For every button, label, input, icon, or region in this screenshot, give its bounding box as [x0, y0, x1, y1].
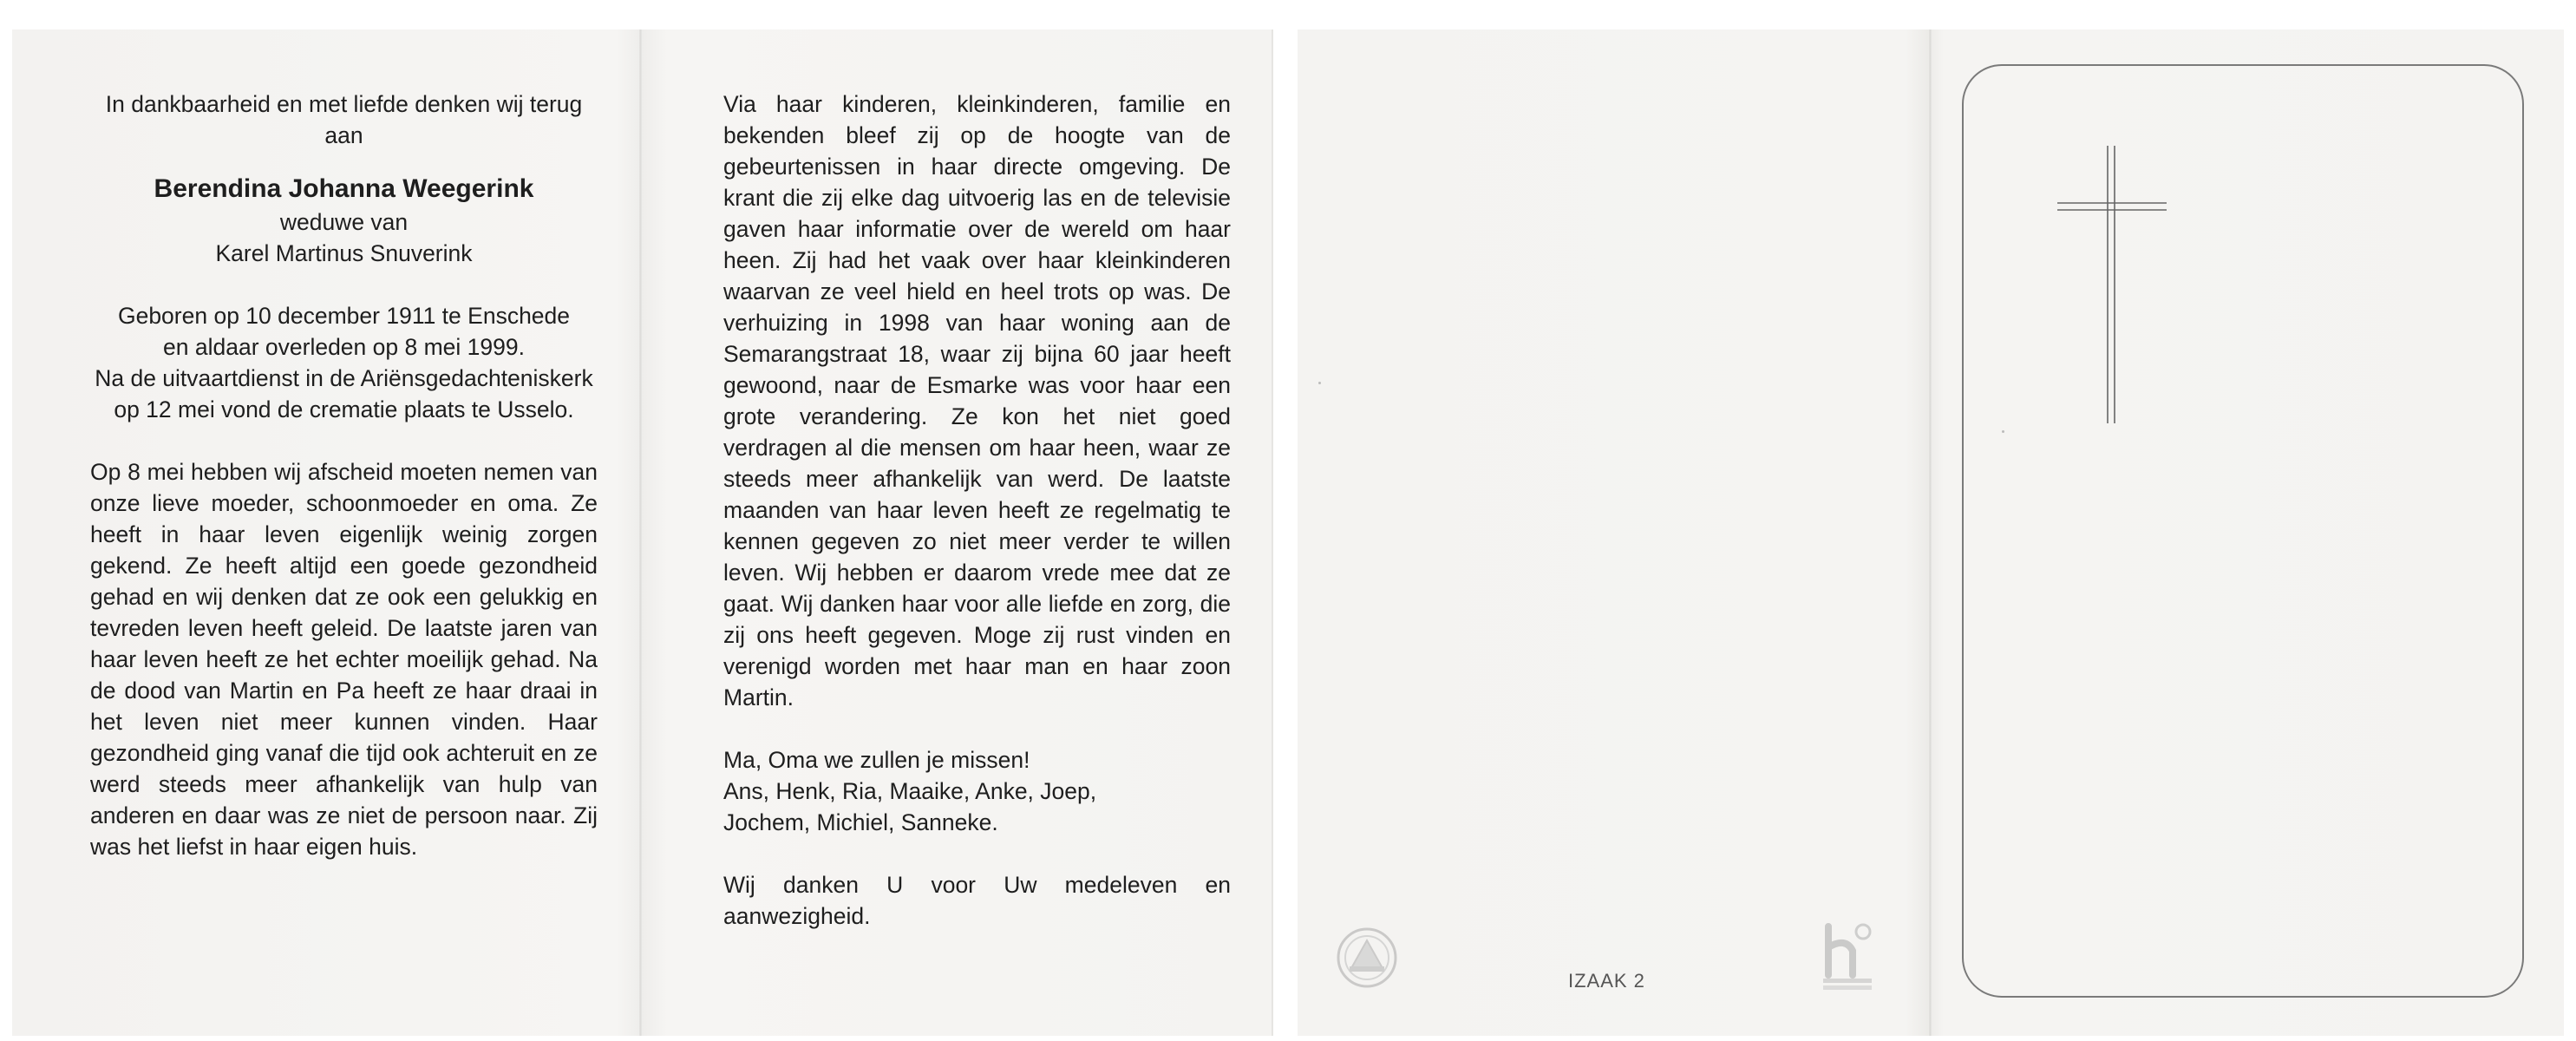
- fold-line: [1929, 29, 1932, 1036]
- paper-speck: [1318, 382, 1321, 384]
- thanks-text: Wij danken U voor Uw medeleven en aanwezigheid.: [723, 872, 1231, 929]
- widow-line: weduwe van: [279, 209, 409, 235]
- birth-death-text: Geboren op 10 december 1911 te Enschede en aldaar overleden op 8 mei 1999.: [117, 303, 571, 360]
- intro-text: In dankbaarheid en met liefde denken wij terug aan: [105, 91, 583, 148]
- life-paragraph: Via haar kinderen, kleinkinderen, familie en bekenden bleef zij op de hoogte van de gebeurtenissen in haar directe omgeving. De krant die zij elke dag uitvoerig las en de televisie gaven haar informatie over de wereld om haar heen. Zij had het vaak over haar kleinkinderen waarvan ze veel hield en heel trots op was. De verhuizing in 1998 van haar woning aan de Semarangstraat 18, waar zij bijna 60 jaar heeft gewoond, naar de Esmarke was voor haar een grote verandering. Ze kon het niet goed verdragen al die mensen om haar heen, waar ze steeds meer afhankelijk van werd. De laatste maanden van haar leven heeft ze regelmatig te kennen gegeven zo niet meer verder te willen leven. Wij hebben er daarom vrede mee dat ze gaat. Wij danken haar voor alle liefde en zorg, die zij ons heeft gegeven. Moge zij rust vinden en verenigd worden met haar man en haar zoon Martin.: [723, 91, 1231, 710]
- printer-mark-icon: [1820, 921, 1877, 994]
- family-names-line-1: Ans, Henk, Ria, Maaike, Anke, Joep,: [723, 778, 1097, 804]
- left-column: [90, 88, 598, 862]
- product-code: IZAAK 2: [1568, 970, 1645, 992]
- deceased-name: Berendina Johanna Weegerink: [154, 174, 534, 203]
- farewell-paragraph: Op 8 mei hebben wij afscheid moeten nemen van onze lieve moeder, schoonmoeder en oma. Ze heeft in haar leven eigenlijk weinig zorgen gekend. Ze heeft altijd een goede gezondheid gehad en wij denken dat ze ook een gelukkig en tevreden leven heeft geleid. De laatste jaren van haar leven heeft ze het echter moeilijk gehad. Na de dood van Martin en Pa heeft ze haar draai in het leven niet meer kunnen vinden. Haar gezondheid ging vanaf die tijd ook achteruit en ze werd steeds meer afhankelijk van hulp van anderen en daar was ze niet de persoon naar. Zij was het liefst in haar eigen huis.: [90, 459, 598, 860]
- latin-cross-icon: [2057, 146, 2170, 432]
- cross-frame: [1962, 64, 2524, 998]
- spouse-name: Karel Martinus Snuverink: [215, 240, 473, 266]
- farewell-line: Ma, Oma we zullen je missen!: [723, 747, 1030, 773]
- family-names-line-2: Jochem, Michiel, Sanneke.: [723, 809, 998, 835]
- publisher-emblem-icon: [1332, 923, 1402, 992]
- middle-column: [723, 88, 1231, 932]
- fold-line: [639, 29, 642, 1036]
- card-inside: [12, 29, 1273, 1036]
- service-text: Na de uitvaartdienst in de Ariënsgedachteniskerk op 12 mei vond de crematie plaats te Usselo.: [95, 365, 593, 422]
